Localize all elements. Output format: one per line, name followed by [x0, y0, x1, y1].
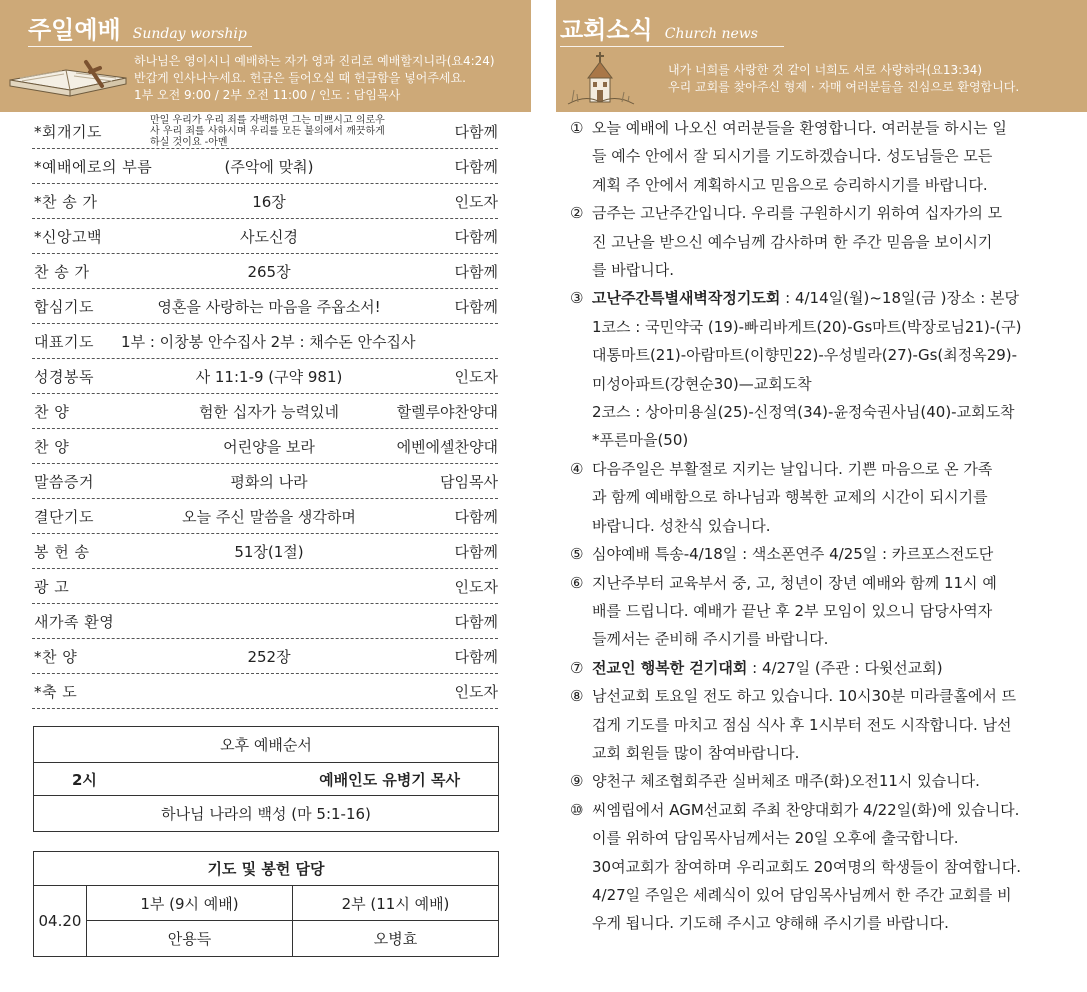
news-list	[570, 114, 1050, 938]
news-heading: 전교인 행복한 걷기대회	[592, 658, 748, 677]
program-item-leader: 에벤에셀찬양대	[396, 437, 498, 456]
program-item-name: *신앙고백	[34, 227, 102, 246]
program-item-leader: 인도자	[454, 682, 498, 701]
program-row	[32, 604, 498, 639]
news-text: 바랍니다. 성찬식 있습니다.	[592, 516, 771, 535]
program-item-name: 대표기도	[34, 332, 94, 351]
news-line	[592, 654, 1050, 682]
program-item-content: 1부 : 이창봉 안수집사 2부 : 채수돈 안수집사	[121, 332, 416, 351]
program-item-name: *찬 송 가	[34, 192, 98, 211]
prayer-title: 기도 및 봉헌 담당	[207, 860, 325, 878]
news-text: 를 바랍니다.	[592, 261, 674, 280]
news-text: 과 함께 예배함으로 하나님과 행복한 교제의 시간이 되시기를	[592, 488, 988, 507]
news-line	[592, 171, 1050, 199]
prayer-col-1: 1부 (9시 예배)	[87, 886, 293, 920]
program-item-leader: 다함께	[454, 647, 498, 666]
news-line	[592, 569, 1050, 597]
news-text: 지난주부터 교육부서 중, 고, 청년이 장년 예배와 함께 11시 예	[592, 573, 997, 592]
news-text: 2코스 : 상아미용실(25)-신정역(34)-윤정숙권사님(40)-교회도착	[592, 403, 1015, 422]
news-text: 씨엠립에서 AGM선교회 주최 찬양대회가 4/22일(화)에 있습니다.	[592, 800, 1020, 819]
afternoon-title-row	[34, 727, 498, 763]
news-line	[592, 341, 1050, 369]
news-line	[592, 284, 1050, 312]
news-number: ⑦	[570, 658, 584, 677]
worship-title-ko: 주일예배	[28, 16, 121, 44]
prayer-header-row	[87, 886, 498, 921]
news-line	[592, 455, 1050, 483]
program-item-leader: 인도자	[454, 367, 498, 386]
news-text: 금주는 고난주간입니다. 우리를 구원하시기 위하여 십자가의 모	[592, 204, 1003, 223]
news-text: 30여교회가 참여하며 우리교회도 20여명의 학생들이 참여합니다.	[592, 857, 1022, 876]
news-item	[570, 455, 1050, 540]
program-item-leader: 다함께	[454, 122, 498, 141]
news-body	[592, 682, 1050, 767]
program-item-leader: 다함께	[454, 227, 498, 246]
news-number: ⑨	[570, 772, 584, 791]
afternoon-table	[33, 726, 499, 832]
news-text: 배를 드립니다. 예배가 끝난 후 2부 모임이 있으니 담당사역자	[592, 601, 993, 620]
news-number: ③	[570, 289, 584, 308]
news-body	[592, 796, 1050, 938]
news-line	[592, 114, 1050, 142]
program-row	[32, 184, 498, 219]
program-row	[32, 289, 498, 324]
prayer-grid	[87, 886, 498, 956]
program-item-name: 찬 양	[34, 402, 70, 421]
news-text: 1코스 : 국민약국 (19)-빠리바게트(20)-Gs마트(박장로님21)-(구)	[592, 317, 1022, 336]
program-item-name: 봉 헌 송	[34, 542, 90, 561]
news-banner	[556, 0, 1087, 112]
news-body	[592, 199, 1050, 284]
news-item	[570, 284, 1050, 454]
intro-line: 반갑게 인사나누세요. 헌금은 들어오실 때 헌금함을 넣어주세요.	[134, 71, 466, 85]
program-item-name: *예배에로의 부름	[34, 157, 153, 176]
news-item	[570, 654, 1050, 682]
afternoon-sermon-row	[34, 796, 498, 831]
program-item-name: 결단기도	[34, 507, 94, 526]
news-text: 교회 회원들 많이 참여바랍니다.	[592, 743, 800, 762]
news-text: 대통마트(21)-아람마트(이향민22)-우성빌라(27)-Gs(최정옥29)-	[592, 346, 1018, 365]
program-item-content: 252장	[247, 647, 291, 666]
news-number: ⑤	[570, 545, 584, 564]
news-item	[570, 199, 1050, 284]
prayer-val-2: 오병효	[373, 930, 418, 948]
news-body	[592, 540, 1050, 568]
news-line	[592, 142, 1050, 170]
news-line	[592, 853, 1050, 881]
news-line	[592, 228, 1050, 256]
title-rule	[28, 46, 252, 47]
news-item	[570, 682, 1050, 767]
program-item-leader: 인도자	[454, 192, 498, 211]
intro-line: 하나님은 영이시니 예배하는 자가 영과 진리로 예배할지니라(요4:24)	[134, 54, 495, 68]
news-line	[592, 256, 1050, 284]
intro-line: 우리 교회를 찾아주신 형제 · 자매 여러분들을 진심으로 환영합니다.	[668, 80, 1020, 94]
church-icon	[566, 50, 636, 108]
program-row	[32, 569, 498, 604]
program-item-content: 평화의 나라	[230, 472, 308, 491]
news-text: : 4/27일 (주관 : 다윗선교회)	[747, 658, 943, 677]
afternoon-leader: 예배인도 유병기 목사	[319, 770, 460, 789]
news-line	[592, 739, 1050, 767]
news-text: 우게 됩니다. 기도해 주시고 양해해 주시기를 바랍니다.	[592, 914, 949, 933]
news-item	[570, 114, 1050, 199]
program-item-content: 어린양을 보라	[223, 437, 315, 456]
program-item-content: 265장	[247, 262, 291, 281]
afternoon-time: 2시	[72, 770, 97, 789]
prayer-val-1: 안용득	[87, 921, 293, 956]
program-row	[32, 534, 498, 569]
program-item-name: 새가족 환영	[34, 612, 115, 631]
news-line	[592, 796, 1050, 824]
program-item-leader: 다함께	[454, 262, 498, 281]
program-row	[32, 499, 498, 534]
program-item-leader: 다함께	[454, 612, 498, 631]
title-rule	[560, 46, 784, 47]
prayer-value-row	[87, 921, 498, 956]
news-line	[592, 767, 1050, 795]
news-text: 다음주일은 부활절로 지키는 날입니다. 기쁜 마음으로 온 가족	[592, 459, 993, 478]
program-item-leader: 할렐루야찬양대	[396, 402, 498, 421]
program-item-name: 광 고	[34, 577, 70, 596]
news-intro	[668, 62, 1019, 96]
prayer-title-row	[34, 852, 498, 886]
program-item-leader: 다함께	[454, 542, 498, 561]
news-text: 들께서는 준비해 주시기를 바랍니다.	[592, 630, 829, 649]
program-row	[32, 394, 498, 429]
program-item-content: 오늘 주신 말씀을 생각하며	[182, 507, 356, 526]
news-number: ②	[570, 204, 584, 223]
program-row	[32, 639, 498, 674]
news-number: ⑩	[570, 800, 584, 819]
program-row	[32, 149, 498, 184]
program-item-content: 사 11:1-9 (구약 981)	[195, 367, 343, 386]
news-line	[592, 199, 1050, 227]
news-number: ④	[570, 459, 584, 478]
news-text: 남선교회 토요일 전도 하고 있습니다. 10시30분 미라클홀에서 뜨	[592, 687, 1017, 706]
intro-line: 1부 오전 9:00 / 2부 오전 11:00 / 인도 : 담임목사	[134, 88, 401, 102]
news-body	[592, 455, 1050, 540]
intro-line: 내가 너희를 사랑한 것 같이 너희도 서로 사랑하라(요13:34)	[668, 63, 983, 77]
prayer-date: 04.20	[34, 886, 87, 956]
program-row	[32, 674, 498, 709]
news-text: 4/27일 주일은 세례식이 있어 담임목사님께서 한 주간 교회를 비	[592, 885, 1012, 904]
news-body	[592, 767, 1050, 795]
program-item-content: 험한 십자가 능력있네	[199, 402, 339, 421]
program-row	[32, 359, 498, 394]
news-item	[570, 540, 1050, 568]
news-line	[592, 682, 1050, 710]
prayer-body	[34, 886, 498, 956]
program-item-content: 51장(1절)	[234, 542, 304, 561]
news-line	[592, 909, 1050, 937]
news-line	[592, 711, 1050, 739]
program-item-leader: 다함께	[454, 297, 498, 316]
program-item-name: 찬 송 가	[34, 262, 90, 281]
news-text: : 4/14일(월)~18일(금 )장소 : 본당	[780, 289, 1019, 308]
news-line	[592, 483, 1050, 511]
program-item-content: 16장	[252, 192, 286, 211]
afternoon-title: 오후 예배순서	[220, 736, 312, 754]
worship-intro	[134, 53, 495, 104]
worship-title	[28, 10, 247, 45]
program-row	[32, 254, 498, 289]
news-number: ⑥	[570, 573, 584, 592]
program-row	[32, 324, 498, 359]
news-line	[592, 398, 1050, 426]
news-item	[570, 767, 1050, 795]
program-item-name: *찬 양	[34, 647, 78, 666]
news-text: 양천구 체조협회주관 실버체조 매주(화)오전11시 있습니다.	[592, 772, 980, 791]
news-text: *푸른마을(50)	[592, 431, 689, 450]
news-body	[592, 654, 1050, 682]
news-text: 들 예수 안에서 잘 되시기를 기도하겠습니다. 성도님들은 모든	[592, 147, 993, 166]
program-item-name: 합심기도	[34, 297, 94, 316]
program-item-name: 찬 양	[34, 437, 70, 456]
news-text: 진 고난을 받으신 예수님께 감사하며 한 주간 믿음을 보이시기	[592, 232, 993, 251]
news-heading: 고난주간특별새벽작정기도회	[592, 289, 781, 308]
news-title-en: Church news	[664, 26, 758, 42]
program-item-content: (주악에 맞춰)	[224, 157, 314, 176]
news-body	[592, 284, 1050, 454]
news-line	[592, 313, 1050, 341]
program-item-content: 만일 우리가 우리 죄를 자백하면 그는 미쁘시고 의로우사 우리 죄를 사하시며 우리를 모든 불의에서 깨끗하게 하실 것이요 -아멘	[150, 114, 385, 148]
afternoon-sermon: 하나님 나라의 백성 (마 5:1-16)	[161, 805, 371, 823]
news-line	[592, 881, 1050, 909]
news-text: 겁게 기도를 마치고 점심 식사 후 1시부터 전도 시작합니다. 남선	[592, 715, 1012, 734]
program-row	[32, 429, 498, 464]
news-title-ko: 교회소식	[560, 16, 653, 44]
news-body	[592, 114, 1050, 199]
program-item-name: *회개기도	[34, 122, 102, 141]
program-row	[32, 464, 498, 499]
news-text: 미성아파트(강현순30)—교회도착	[592, 374, 812, 393]
program-row	[32, 219, 498, 254]
program-item-name: 말씀증거	[34, 472, 94, 491]
afternoon-info-row	[34, 763, 498, 796]
news-text: 이를 위하여 담임목사님께서는 20일 오후에 출국합니다.	[592, 829, 959, 848]
news-body	[592, 569, 1050, 654]
news-line	[592, 824, 1050, 852]
news-line	[592, 625, 1050, 653]
bible-icon	[6, 56, 130, 104]
news-item	[570, 796, 1050, 938]
news-number: ⑧	[570, 687, 584, 706]
news-text: 심야예배 특송-4/18일 : 색소폰연주 4/25일 : 카르포스전도단	[592, 545, 994, 564]
news-line	[592, 370, 1050, 398]
program-item-leader: 다함께	[454, 507, 498, 526]
news-item	[570, 569, 1050, 654]
news-line	[592, 540, 1050, 568]
news-line	[592, 426, 1050, 454]
program-row	[32, 114, 498, 149]
worship-title-en: Sunday worship	[132, 26, 247, 42]
program-item-name: *축 도	[34, 682, 78, 701]
worship-banner	[0, 0, 531, 112]
program-item-leader: 담임목사	[440, 472, 498, 491]
news-title	[560, 10, 758, 45]
program-item-content: 영혼을 사랑하는 마음을 주옵소서!	[157, 297, 381, 316]
prayer-table	[33, 851, 499, 957]
program-item-name: 성경봉독	[34, 367, 94, 386]
news-text: 계획 주 안에서 계획하시고 믿음으로 승리하시기를 바랍니다.	[592, 175, 988, 194]
news-line	[592, 512, 1050, 540]
prayer-col-2: 2부 (11시 예배)	[341, 894, 450, 913]
program-item-content: 사도신경	[240, 227, 298, 246]
program-item-leader: 다함께	[454, 157, 498, 176]
program-item-leader: 인도자	[454, 577, 498, 596]
news-number: ①	[570, 119, 584, 137]
news-line	[592, 597, 1050, 625]
news-text: 오늘 예배에 나오신 여러분들을 환영합니다. 여러분들 하시는 일	[592, 119, 1007, 137]
